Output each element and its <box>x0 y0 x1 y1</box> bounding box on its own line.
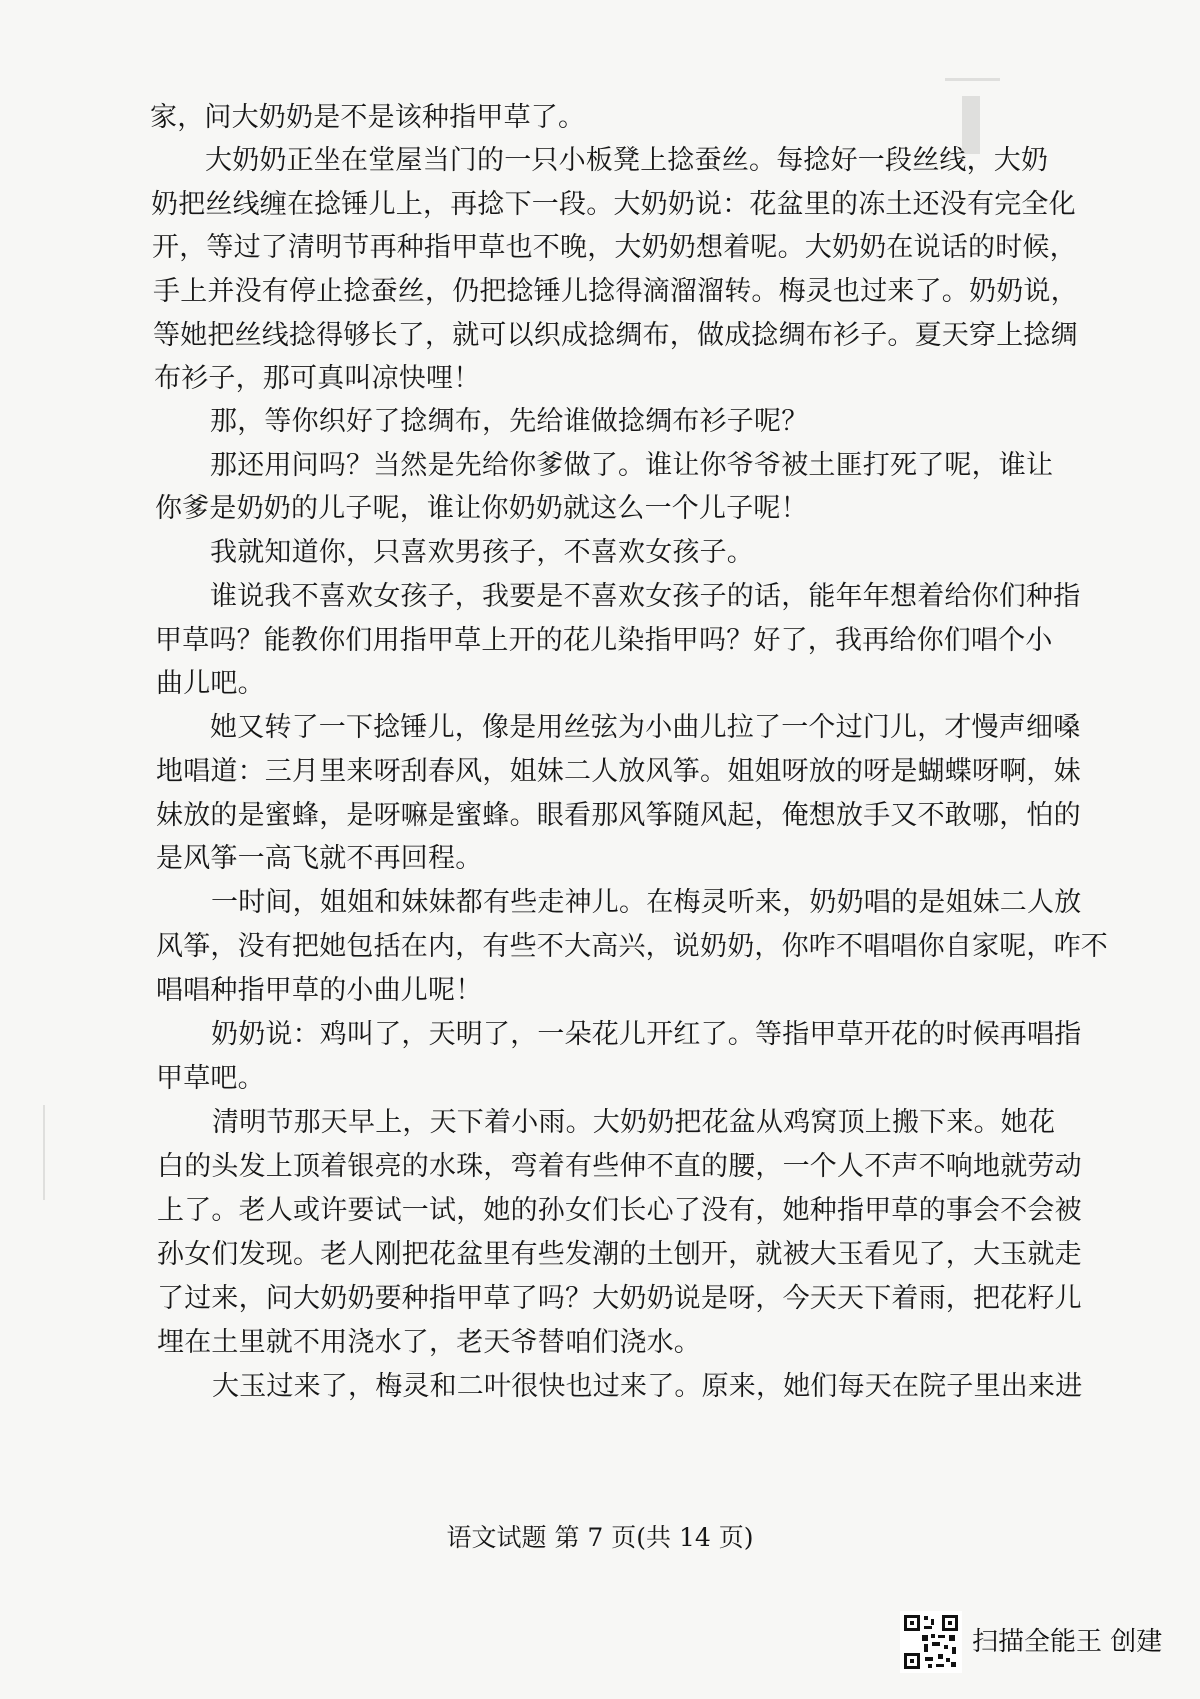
body-line-13: 甲草吗？能教你们用指甲草上开的花儿染指甲吗？好了，我再给你们唱个小 <box>155 625 1053 656</box>
body-line-29: 埋在土里就不用浇水了，老天爷替咱们浇水。 <box>157 1327 701 1358</box>
body-line-12: 谁说我不喜欢女孩子，我要是不喜欢女孩子的话，能年年想着给你们种指 <box>210 581 1081 612</box>
scan-mark <box>43 1105 45 1200</box>
body-line-27: 孙女们发现。老人刚把花盆里有些发潮的土刨开，就被大玉看见了，大玉就走 <box>157 1239 1082 1270</box>
body-line-24: 清明节那天早上，天下着小雨。大奶奶把花盆从鸡窝顶上搬下来。她花 <box>212 1107 1056 1138</box>
body-line-6: 等她把丝线捻得够长了，就可以织成捻绸布，做成捻绸布衫子。夏天穿上捻绸 <box>153 320 1078 351</box>
body-line-20: 风筝，没有把她包括在内，有些不大高兴，说奶奶，你咋不唱唱你自家呢，咋不 <box>156 931 1108 962</box>
body-line-17: 妹放的是蜜蜂，是呀嘛是蜜蜂。眼看那风筝随风起，俺想放手又不敢哪，怕的 <box>156 800 1081 831</box>
body-line-15: 她又转了一下捻锤儿，像是用丝弦为小曲儿拉了一个过门儿，才慢声细嗓 <box>210 712 1081 743</box>
body-line-28: 了过来，问大奶奶要种指甲草了吗？大奶奶说是呀，今天天下着雨，把花籽儿 <box>157 1283 1082 1314</box>
scanner-watermark <box>900 1610 1190 1674</box>
scanner-watermark-label: 扫描全能王 创建 <box>972 1627 1163 1657</box>
body-line-7: 布衫子，那可真叫凉快哩！ <box>154 363 481 394</box>
body-line-14: 曲儿吧。 <box>156 668 265 699</box>
body-line-30: 大玉过来了，梅灵和二叶很快也过来了。原来，她们每天在院子里出来进 <box>212 1371 1083 1402</box>
body-line-3: 奶把丝线缠在捻锤儿上，再捻下一段。大奶奶说：花盆里的冻土还没有完全化 <box>151 189 1076 220</box>
body-line-25: 白的头发上顶着银亮的水珠，弯着有些伸不直的腰，一个人不声不响地就劳动 <box>157 1151 1082 1182</box>
body-line-26: 上了。老人或许要试一试，她的孙女们长心了没有，她种指甲草的事会不会被 <box>157 1195 1082 1226</box>
body-line-11: 我就知道你，只喜欢男孩子，不喜欢女孩子。 <box>210 537 754 568</box>
body-line-18: 是风筝一高飞就不再回程。 <box>156 843 483 874</box>
qr-code-icon <box>900 1611 962 1673</box>
body-line-1: 家，问大奶奶是不是该种指甲草了。 <box>150 102 586 133</box>
body-line-5: 手上并没有停止捻蚕丝，仍把捻锤儿捻得滴溜溜转。梅灵也过来了。奶奶说， <box>153 276 1078 307</box>
body-line-23: 甲草吧。 <box>156 1063 265 1094</box>
body-line-8: 那，等你织好了捻绸布，先给谁做捻绸布衫子呢？ <box>210 406 809 437</box>
page-footer: 语文试题 第 7 页(共 14 页) <box>446 1523 754 1552</box>
body-line-10: 你爹是奶奶的儿子呢，谁让你奶奶就这么一个儿子呢！ <box>155 493 808 524</box>
body-line-19: 一时间，姐姐和妹妹都有些走神儿。在梅灵听来，奶奶唱的是姐妹二人放 <box>211 887 1082 918</box>
scan-mark <box>945 78 1000 81</box>
body-line-2: 大奶奶正坐在堂屋当门的一只小板凳上捻蚕丝。每捻好一段丝线，大奶 <box>205 145 1049 176</box>
body-line-21: 唱唱种指甲草的小曲儿呢！ <box>156 975 483 1006</box>
body-line-22: 奶奶说：鸡叫了，天明了，一朵花儿开红了。等指甲草开花的时候再唱指 <box>211 1019 1082 1050</box>
body-line-4: 开，等过了清明节再种指甲草也不晚，大奶奶想着呢。大奶奶在说话的时候， <box>152 232 1077 263</box>
body-line-9: 那还用问吗？当然是先给你爹做了。谁让你爷爷被土匪打死了呢，谁让 <box>210 450 1054 481</box>
body-line-16: 地唱道：三月里来呀刮春风，姐妹二人放风筝。姐姐呀放的呀是蝴蝶呀啊，妹 <box>156 756 1081 787</box>
